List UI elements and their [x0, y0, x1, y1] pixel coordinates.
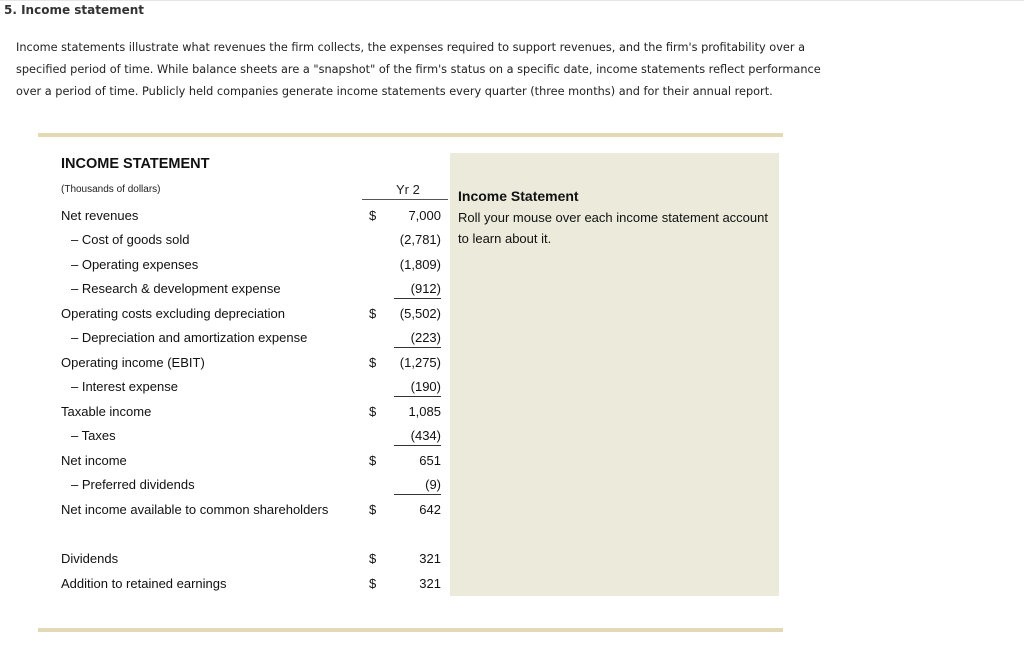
- intro-paragraph: Income statements illustrate what revenues the firm collects, the expenses required to support revenues, and the firm's profitability over a specified period of time. While balance sheets are a "snapshot" of the firm's status on a specific date, income statements reflect performance over a period of time. Publicly held companies generate income statements every quarter (three months) and for their annual report.: [16, 41, 821, 98]
- row-currency: $: [369, 208, 377, 223]
- bottom-gold-bar: [38, 628, 783, 632]
- row-depreciation-amortization[interactable]: [0, 328, 450, 348]
- row-label: – Operating expenses: [71, 257, 199, 272]
- row-research-development-expense[interactable]: [0, 279, 450, 299]
- row-label: – Depreciation and amortization expense: [71, 330, 308, 345]
- row-value: (912): [410, 281, 441, 296]
- subtotal-underline: [394, 494, 441, 495]
- info-panel-text: Roll your mouse over each income statement account to learn about it.: [458, 210, 768, 246]
- statement-units: (Thousands of dollars): [61, 184, 161, 195]
- subtotal-underline: [394, 396, 441, 397]
- row-label: Operating income (EBIT): [61, 355, 205, 370]
- row-label: – Taxes: [71, 428, 116, 443]
- row-value: 1,085: [408, 404, 441, 419]
- row-currency: $: [369, 453, 377, 468]
- row-label: Taxable income: [61, 404, 152, 419]
- row-value: (190): [410, 379, 441, 394]
- row-operating-costs-excl-depreciation[interactable]: [0, 304, 450, 324]
- row-cost-of-goods-sold[interactable]: [0, 230, 450, 250]
- row-label: Dividends: [61, 551, 119, 566]
- row-preferred-dividends[interactable]: [0, 475, 450, 495]
- section-title: 5. Income statement: [4, 3, 145, 17]
- row-value: (1,809): [399, 257, 441, 272]
- row-value: 7,000: [408, 208, 441, 223]
- row-currency: $: [369, 306, 377, 321]
- row-currency: $: [369, 404, 377, 419]
- row-label: – Interest expense: [71, 379, 178, 394]
- row-net-income[interactable]: [0, 451, 450, 471]
- row-operating-income-ebit[interactable]: [0, 353, 450, 373]
- row-value: (434): [410, 428, 441, 443]
- row-label: Net income: [61, 453, 127, 468]
- row-value: 651: [419, 453, 441, 468]
- subtotal-underline: [394, 298, 441, 299]
- subtotal-underline: [394, 347, 441, 348]
- row-taxes[interactable]: [0, 426, 450, 446]
- row-currency: $: [369, 502, 377, 517]
- row-value: (1,275): [399, 355, 441, 370]
- row-value: 642: [419, 502, 441, 517]
- row-label: Operating costs excluding depreciation: [61, 306, 286, 321]
- row-currency: $: [369, 551, 377, 566]
- row-label: Net revenues: [61, 208, 139, 223]
- row-value: (9): [425, 477, 441, 492]
- row-addition-retained-earnings[interactable]: [0, 574, 450, 594]
- statement-title: INCOME STATEMENT: [61, 156, 210, 172]
- row-label: – Research & development expense: [71, 281, 281, 296]
- row-dividends[interactable]: [0, 549, 450, 569]
- row-value: 321: [419, 551, 441, 566]
- row-label: – Preferred dividends: [71, 477, 195, 492]
- row-label: Net income available to common shareholders: [61, 502, 329, 517]
- row-value: (2,781): [399, 232, 441, 247]
- info-panel-title: Income Statement: [458, 188, 579, 204]
- info-panel: [450, 153, 779, 596]
- row-label: – Cost of goods sold: [71, 232, 190, 247]
- row-label: Addition to retained earnings: [61, 576, 227, 591]
- row-operating-expenses[interactable]: [0, 255, 450, 275]
- row-value: 321: [419, 576, 441, 591]
- row-taxable-income[interactable]: [0, 402, 450, 422]
- top-gold-bar: [38, 133, 783, 137]
- row-value: (223): [410, 330, 441, 345]
- year-header-rule: [362, 199, 448, 200]
- row-currency: $: [369, 576, 377, 591]
- top-divider: [0, 0, 1024, 1]
- row-interest-expense[interactable]: [0, 377, 450, 397]
- year-header: Yr 2: [396, 182, 420, 197]
- subtotal-underline: [394, 445, 441, 446]
- row-value: (5,502): [399, 306, 441, 321]
- row-net-revenues[interactable]: [0, 206, 450, 226]
- row-net-income-common[interactable]: [0, 500, 450, 520]
- row-currency: $: [369, 355, 377, 370]
